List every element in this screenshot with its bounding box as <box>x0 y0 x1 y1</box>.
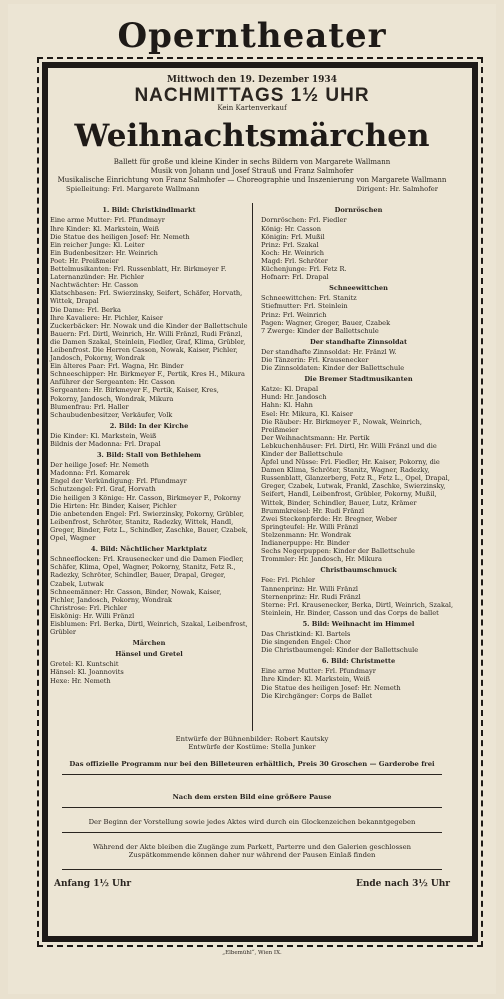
playbill-content <box>44 70 460 930</box>
cast-entry: Die Dame: Frl. Berka <box>50 305 121 314</box>
cast-entry: Ihre Kinder: Kl. Markstein, Weiß <box>261 675 371 684</box>
scene-heading: 2. Bild: In der Kirche <box>109 421 189 430</box>
cast-entry: Klatschbasen: Frl. Swierzinsky, Seifert, Schäfer, Horvath, Wittek, Drapal <box>50 289 243 306</box>
scene-heading: 5. Bild: Weihnacht im Himmel <box>302 619 415 628</box>
cast-entry: Eine arme Mutter: Frl. Pfundmayr <box>50 216 165 225</box>
cast-entry: Fee: Frl. Pichler <box>261 576 316 585</box>
cast-entry: Sternenprinz: Hr. Rudi Fränzl <box>261 592 361 601</box>
cast-entry: Bauern: Frl. Dirtl, Weinrich, Hr. Willi Fränzl, Rudi Fränzl, die Damen Szakal, Steinlein, Fiedler, Graf, Klima, Grübler, Leibenfrost. Die Herren Casson, Nowak, Kaiser, Pichler, Jandosch, Pokorny, Wondrak <box>50 329 246 363</box>
cast-entry: Schneeschipper: Hr. Birkmeyer F., Pertik, Kres H., Mikura <box>50 370 245 379</box>
cast-entry: Die heiligen 3 Könige: Hr. Casson, Birkmeyer F., Pokorny <box>50 493 241 502</box>
play-title: Weihnachtsmärchen <box>74 118 430 155</box>
cast-entry: Ein Budenbesitzer: Hr. Weinrich <box>50 248 158 257</box>
cast-entry: Ihre Kavaliere: Hr. Pichler, Kaiser <box>50 313 163 322</box>
printer-imprint: „Elbemühl“, Wien IX. <box>222 950 282 956</box>
cast-entry: Die Hirten: Hr. Binder, Kaiser, Pichler <box>50 501 177 510</box>
cast-entry: Katze: Kl. Drapal <box>261 385 319 394</box>
cast-entry: Die Christbaumengel: Kinder der Ballettschule <box>261 646 419 655</box>
scene-heading: Die Bremer Stadtmusikanten <box>304 375 413 384</box>
direction-row <box>44 185 460 193</box>
cast-entry: Anführer der Sergeanten: Hr. Casson <box>50 378 175 387</box>
cast-entry: Die anbetenden Engel: Frl. Swierzinsky, Pokorny, Grübler, Leibenfrost, Schröter, Stanitz, Radezky, Wittek, Handl, Greger, Binder, Fetz L., Schindler, Zaschke, Bauer, Czabek, Opel, Wagner <box>50 509 248 543</box>
scene-heading: 1. Bild: Christkindlmarkt <box>102 206 196 215</box>
stage-direction: Spielleitung: Frl. Margarete Wallmann <box>66 185 200 194</box>
cast-entry: Lebkuchenhäuser: Frl. Dirtl, Hr. Willi Fränzl und die Kinder der Ballettschule <box>261 441 437 458</box>
divider <box>62 807 442 808</box>
cast-entry: Koch: Hr. Weinrich <box>261 248 325 257</box>
cast-entry: König: Hr. Casson <box>261 224 321 233</box>
divider <box>62 774 442 775</box>
cast-entry: Tannenprinz: Hr. Willi Fränzl <box>261 584 359 593</box>
cast-entry: Zwei Steckenpferde: Hr. Bregner, Weber <box>261 514 398 523</box>
cast-entry: Prinz: Frl. Szakal <box>261 240 319 249</box>
doors-note: Während der Akte bleiben die Zugänge zum Parkett, Parterre und den Galerien geschlossen Zuspätkommende können daher nur während der Pausen Einlaß finden <box>92 842 412 859</box>
scene-heading: 3. Bild: Stall von Bethlehem <box>96 451 202 460</box>
cast-entry: Die Räuber: Hr. Birkmeyer F., Nowak, Weinrich, Preißmeier <box>261 417 422 434</box>
cast-entry: Schutzengel: Frl. Graf, Horvath <box>50 485 156 494</box>
performance-time: NACHMITTAGS 1½ UHR <box>134 85 370 107</box>
divider <box>62 869 442 870</box>
credit-line-3: Musikalische Einrichtung von Franz Salmhofer — Choreographie und Inszenierung von Margarete Wallmann <box>57 176 447 185</box>
cast-entry: Magd: Frl. Schröter <box>261 256 328 265</box>
cast-entry: Gretel: Kl. Kuntschit <box>50 660 119 669</box>
pause-note: Nach dem ersten Bild eine größere Pause <box>172 792 332 801</box>
cast-entry: Schneeflocken: Frl. Krausenecker und die Damen Fiedler, Schäfer, Klima, Opel, Wagner, Pokorny, Stanitz, Fetz R., Radezky, Schröter, Schindler, Bauer, Drapal, Greger, Czabek, Lutwak <box>50 555 244 588</box>
theatre-name: Operntheater <box>117 16 387 56</box>
cast-entry: Pagen: Wagner, Greger, Bauer, Czabek <box>261 318 391 327</box>
cast-entry: Eiskönig: Hr. Willi Fränzl <box>50 611 135 620</box>
scene-heading: Dornröschen <box>334 206 383 215</box>
cast-entry: Springteufel: Hr. Willi Fränzl <box>261 522 359 531</box>
set-design-credit: Entwürfe der Bühnenbilder: Robert Kautsky <box>175 735 329 744</box>
cast-entry: Prinz: Frl. Weinrich <box>261 310 327 319</box>
cast-entry: Stelzenmann: Hr. Wondrak <box>261 530 352 539</box>
cast-entry: Küchenjunge: Frl. Fetz R. <box>261 265 347 274</box>
bell-note: Der Beginn der Vorstellung sowie jedes Aktes wird durch ein Glockenzeichen bekanntgegeben <box>88 817 416 826</box>
cast-entry: Blumenfrau: Frl. Haller <box>50 402 129 411</box>
cast-entry: Hund: Hr. Jandosch <box>261 393 327 402</box>
cast-entry: Stiefmutter: Frl. Steinlein <box>261 302 348 311</box>
cast-entry: Ihre Kinder: Kl. Markstein, Weiß <box>50 224 160 233</box>
cast-columns <box>44 203 460 731</box>
scene-heading: 6. Bild: Christmette <box>321 657 396 666</box>
cast-entry: Die Zinnsoldaten: Kinder der Ballettschule <box>261 364 405 373</box>
cast-column-right <box>252 203 460 731</box>
cast-entry: Eine arme Mutter: Frl. Pfundmayr <box>261 667 376 676</box>
cast-entry: Hahn: Kl. Hahn <box>261 401 313 410</box>
cast-entry: Der heilige Josef: Hr. Nemeth <box>50 461 149 470</box>
cast-entry: Schneewittchen: Frl. Stanitz <box>261 294 357 303</box>
cast-entry: Äpfel und Nüsse: Frl. Fiedler, Hr. Kaiser, Pokorny, die Damen Klima, Schröter, Stanitz, Wagner, Radezky, Russenblatt, Glanzerberg, Fetz R., Fetz L., Opel, Drapal, Greger, Czabek, Lutwak, Frankl, Zaschke, Swierzinsky, Seifert, Handl, Leibenfrost, Grübler, Pokorny, Mußil, Wittek, Binder, Schindler, Bauer, Lutz, Krämer <box>261 458 450 507</box>
program-note: Das offizielle Programm nur bei den Billeteuren erhältlich, Preis 30 Groschen — Garderobe frei <box>69 759 435 768</box>
cast-entry: Bettelmusikanten: Frl. Russenblatt, Hr. Birkmeyer F. <box>50 265 227 274</box>
cast-entry: Nachtwächter: Hr. Casson <box>50 281 139 290</box>
scene-heading: Märchen <box>132 639 166 648</box>
cast-entry: Sterne: Frl. Krausenecker, Berka, Dirtl, Weinrich, Szakal, Steinlein, Hr. Binder, Casson und das Corps de ballet <box>261 600 454 617</box>
cast-entry: Laternanzünder: Hr. Pichler <box>50 273 145 282</box>
cast-entry: 7 Zwerge: Kinder der Ballettschule <box>261 326 379 335</box>
cast-entry: Die Statue des heiligen Josef: Hr. Nemeth <box>50 232 190 241</box>
start-end-row <box>54 880 450 888</box>
scene-heading: Schneewittchen <box>329 284 388 293</box>
scene-heading: Christbaumschmuck <box>320 566 397 575</box>
cast-entry: Ein älteres Paar: Frl. Wagna, Hr. Binder <box>50 362 184 371</box>
credit-line-1: Ballett für große und kleine Kinder in sechs Bildern von Margarete Wallmann <box>113 158 391 167</box>
cast-entry: Ein reicher Junge: Kl. Leiter <box>50 240 145 249</box>
cast-entry: Christrose: Frl. Pichler <box>50 603 127 612</box>
ticket-notice: Kein Kartenverkauf <box>217 104 287 113</box>
scene-heading: 4. Bild: Nächtlicher Marktplatz <box>91 545 207 554</box>
cast-entry: Bildnis der Madonna: Frl. Drapal <box>50 440 161 448</box>
designers <box>44 735 460 751</box>
cast-entry: Madonna: Frl. Komarek <box>50 469 130 478</box>
cast-entry: Zuckerbäcker: Hr. Nowak und die Kinder der Ballettschule <box>50 321 248 330</box>
cast-entry: Hexe: Hr. Nemeth <box>50 676 111 685</box>
cast-entry: Sergeanten: Hr. Birkmeyer F., Pertik, Kaiser, Kres, Pokorny, Jandosch, Wondrak, Mikura <box>50 386 219 403</box>
cast-entry: Hänsel: Kl. Joannovits <box>50 668 124 677</box>
credit-line-2: Musik von Johann und Josef Strauß und Franz Salmhofer <box>150 167 354 176</box>
cast-entry: Engel der Verkündigung: Frl. Pfundmayr <box>50 477 187 486</box>
conductor: Dirigent: Hr. Salmhofer <box>356 185 438 194</box>
cast-entry: Der standhafte Zinnsoldat: Hr. Fränzl W. <box>261 347 397 356</box>
cast-entry: Trommler: Hr. Jandosch, Hr. Mikura <box>261 555 382 564</box>
start-time: Anfang 1½ Uhr <box>54 879 132 890</box>
cast-entry: Die Kinder: Kl. Markstein, Weiß <box>50 431 157 440</box>
end-time: Ende nach 3½ Uhr <box>355 879 450 890</box>
cast-entry: Der Weihnachtsmann: Hr. Pertik <box>261 433 370 442</box>
cast-entry: Die Kirchgänger: Corps de Ballet <box>261 691 373 700</box>
cast-entry: Das Christkind: Kl. Bartels <box>261 629 351 638</box>
cast-entry: Brummkreisel: Hr. Rudi Fränzl <box>261 506 365 515</box>
cast-entry: Sechs Negerpuppen: Kinder der Ballettschule <box>261 547 415 556</box>
cast-entry: Schneemänner: Hr. Casson, Binder, Nowak, Kaiser, Pichler, Jandosch, Pokorny, Wondrak <box>50 587 222 604</box>
cast-entry: Die Statue des heiligen Josef: Hr. Nemeth <box>261 683 401 692</box>
cast-entry: Die Tänzerin: Frl. Krausenecker <box>261 355 369 364</box>
cast-entry: Die singenden Engel: Chor <box>261 638 351 647</box>
cast-entry: Schaubudenbesitzer, Verkäufer, Volk <box>50 410 173 419</box>
divider <box>62 832 442 833</box>
cast-entry: Eisblumen: Frl. Berka, Dirtl, Weinrich, Szakal, Leibenfrost, Grübler <box>50 619 248 637</box>
scene-heading: Hänsel und Gretel <box>115 650 183 659</box>
cast-entry: Dornröschen: Frl. Fiedler <box>261 216 347 225</box>
cast-column-left <box>44 203 252 731</box>
cast-entry: Esel: Hr. Mikura, Kl. Kaiser <box>261 409 353 418</box>
cast-entry: Hofnarr: Frl. Drapal <box>261 273 329 282</box>
cast-entry: Königin: Frl. Mußil <box>261 232 325 241</box>
performance-date: Mittwoch den 19. Dezember 1934 <box>167 75 337 85</box>
cast-entry: Poet: Hr. Preißmeier <box>50 256 119 265</box>
costume-design-credit: Entwürfe der Kostüme: Stella Junker <box>188 743 316 752</box>
cast-entry: Indianerpuppe: Hr. Binder <box>261 539 350 548</box>
scene-heading: Der standhafte Zinnsoldat <box>309 337 407 346</box>
